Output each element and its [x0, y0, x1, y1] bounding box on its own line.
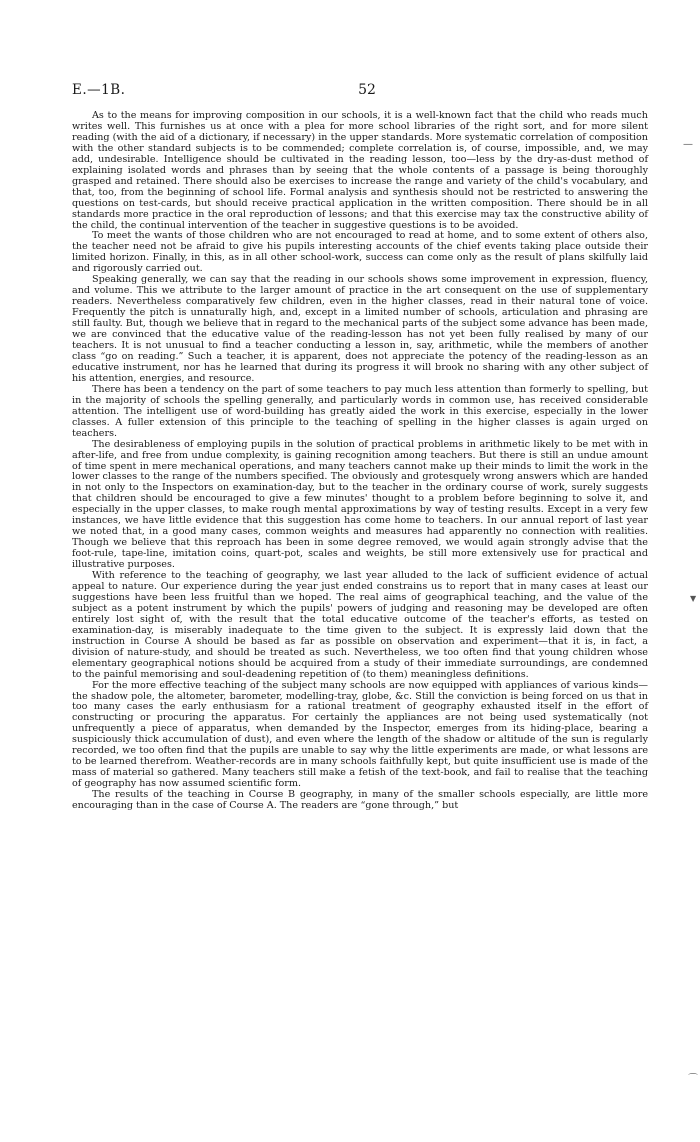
paragraph-reading: Speaking generally, we can say that the reading in our schools shows some improvement in expression, fluency, and volume. This we attribute to the larger amount of practice in the art consequent on the use of supplementary readers. Nevertheless comparatively few children, even in the higher classes, read in their natural tone of voice. Frequently the pitch is unnaturally high, and, except in a limited number of schools, articulation and phrasing are still faulty. But, though we believe that in regard to the mechanical parts of the subject some advance has been made, we are convinced that the educative value of the reading-lesson has not yet been fully realised by many of our teachers. It is not unusual to find a teacher conducting a lesson in, say, arithmetic, while the members of another class “go on reading.” Such a teacher, it is apparent, does not appreciate the potency of the reading-lesson as an educative instrument, nor has he learned that during its progress it will brook no sharing with any other subject of his attention, energies, and resource. [72, 274, 648, 384]
paragraph-outside-events: To meet the wants of those children who are not encouraged to read at home, and to some extent of others also, the teacher need not be afraid to give his pupils interesting accounts of the chief events taking place outside their limited horizon. Finally, in this, as in all other school-work, success can come only as the result of plans skilfully laid and rigorously carried out. [72, 230, 648, 275]
body-text [72, 111, 648, 812]
paragraph-geography-appliances: For the more effective teaching of the subject many schools are now equipped with appliances of various kinds—the shadow pole, the altometer, barometer, modelling-tray, globe, &c. Still the conviction is being forced on us that in too many cases the early enthusiasm for a rational treatment of geography exhausted itself in the effort of constructing or procuring the apparatus. For certainly the appliances are not being used systematically (not unfrequently a piece of apparatus, when demanded by the Inspector, emerges from its hiding-place, bearing a suspiciously thick accumulation of dust), and even where the length of the shadow or altitude of the sun is regularly recorded, we too often find that the pupils are unable to say why the little experiments are made, or what lessons are to be learned therefrom. Weather-records are in many schools faithfully kept, but quite insufficient use is made of the mass of material so gathered. Many teachers still make a fetish of the text-book, and fail to realise that the teaching of geography has now assumed scientific form. [72, 679, 648, 790]
paragraph-spelling: There has been a tendency on the part of some teachers to pay much less attention than formerly to spelling, but in the majority of schools the spelling generally, and particularly words in common use, has received considerable attention. The intelligent use of word-building has greatly aided the work in this exercise, especially in the lower classes. A fuller extension of this principle to the teaching of spelling in the higher classes is again urged on teachers. [72, 383, 648, 439]
paragraph-composition: As to the means for improving composition in our schools, it is a well-known fact that the child who reads much writes well. This furnishes us at once with a plea for more school libraries of the right sort, and for more silent reading (with the aid of a dictionary, if necessary) in the upper standards. More systematic correlation of composition with the other standard subjects is to be commended; complete correlation is, of course, impossible, and, we may add, undesirable. Intelligence should be cultivated in the reading lesson, too—less by the dry-as-dust method of explaining isolated words and phrases than by seeing that the whole contents of a passage is being thoroughly grasped and retained. There should also be exercises to increase the range and variety of the child's vocabulary, and that, too, from the beginning of school life. Formal analysis and synthesis should not be restricted to answering the questions on test-cards, but should receive practical application in the written composition. There should be in all standards more practice in the oral reproduction of lessons; and that this exercise may tax the constructive ability of the child, the continual intervention of the teacher in suggestive questions is to be avoided. [72, 110, 648, 231]
margin-triangle-mark: ▼ [690, 594, 697, 603]
document-reference: E.—1B. [72, 82, 126, 98]
page-header [72, 82, 648, 102]
paragraph-geography-course-b: The results of the teaching in Course B geography, in many of the smaller schools especially, are little more encouraging than in the case of Course A. The readers are “gone through,” but [72, 789, 648, 812]
paragraph-geography-course-a: With reference to the teaching of geography, we last year alluded to the lack of sufficient evidence of actual appeal to nature. Our experience during the year just ended constrains us to report that in many cases at least our suggestions have been less fruitful than we hoped. The real aims of geographical teaching, and the value of the subject as a potent instrument by which the pupils' powers of judging and reasoning may be developed are often entirely lost sight of, with the result that the total educative outcome of the teacher's efforts, as tested on examination-day, is miserably inadequate to the time given to the subject. It is expressly laid down that the instruction in Course A should be based as far as possible on observation and experiment—that it is, in fact, a division of nature-study, and should be treated as such. Nevertheless, we too often find that young children whose elementary geographical notions should be acquired from a study of their immediate surroundings, are condemned to the painful memorising and soul-deadening repetition of (to them) meaningless definitions. [72, 570, 648, 680]
paragraph-arithmetic: The desirableness of employing pupils in the solution of practical problems in arithmetic likely to be met with in after-life, and free from undue complexity, is gaining recognition among teachers. But there is still an undue amount of time spent in mere mechanical operations, and many teachers cannot make up their minds to limit the work in the lower classes to the range of the numbers specified. The obviously and grotesquely wrong answers which are handed in not only to the Inspectors on examination-day, but to the teacher in the ordinary course of work, surely suggests that children should be encouraged to give a few minutes' thought to a problem before beginning to solve it, and especially in the upper classes, to make rough mental approximations by way of testing results. Except in a very few instances, we have little evidence that this suggestion has come home to teachers. In our annual report of last year we noted that, in a good many cases, common weights and measures had apparently no connection with realities. Though we believe that this reproach has been in some degree removed, we would again strongly advise that the foot-rule, tape-line, imitation coins, quart-pot, scales and weights, be still more extensively use for practical and illustrative purposes. [72, 438, 648, 571]
page-number: 52 [358, 82, 376, 98]
margin-curve-mark: ⌒ [688, 1074, 698, 1085]
margin-dash-mark: — [683, 139, 693, 150]
